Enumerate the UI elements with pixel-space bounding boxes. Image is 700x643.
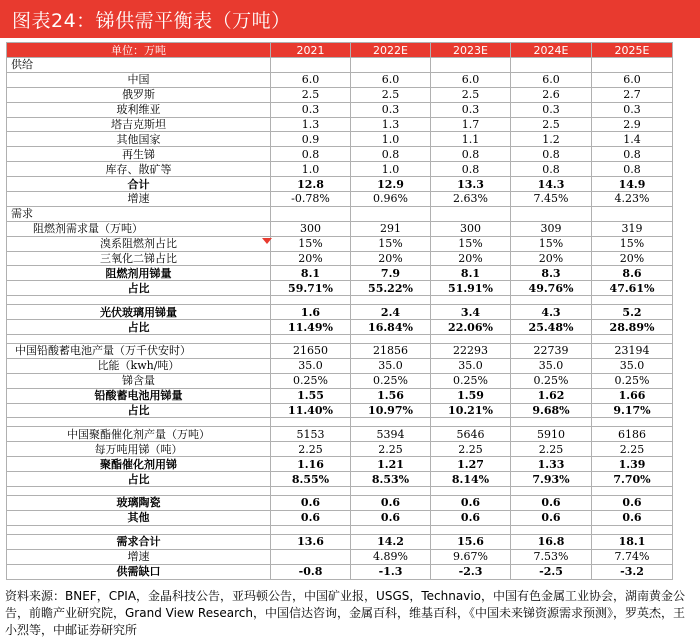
value-cell: 6.0	[431, 72, 511, 87]
value-cell: 13.3	[431, 177, 511, 192]
row-label: 占比	[7, 403, 271, 418]
value-cell: 7.53%	[511, 549, 592, 564]
table-row	[7, 442, 673, 457]
value-cell: 14.3	[511, 177, 592, 192]
value-cell: 20%	[431, 251, 511, 266]
value-cell: 9.68%	[511, 403, 592, 418]
value-cell: 1.66	[592, 388, 673, 403]
table-row	[7, 72, 673, 87]
value-cell: 21856	[351, 344, 431, 359]
empty-cell	[511, 206, 592, 221]
value-cell: 16.84%	[351, 320, 431, 335]
value-cell: 0.8	[511, 162, 592, 177]
table-row	[7, 320, 673, 335]
row-label: 玻璃陶瓷	[7, 496, 271, 511]
value-cell: 3.4	[431, 305, 511, 320]
value-cell: 309	[511, 221, 592, 236]
table-row	[7, 510, 673, 525]
row-label: 需求合计	[7, 534, 271, 549]
value-cell: 300	[431, 221, 511, 236]
value-cell: 8.55%	[271, 472, 351, 487]
row-label: 光伏玻璃用锑量	[7, 305, 271, 320]
empty-cell	[592, 335, 673, 344]
value-cell: 10.21%	[431, 403, 511, 418]
value-cell: 23194	[592, 344, 673, 359]
value-cell: -0.78%	[271, 192, 351, 207]
value-cell: 0.96%	[351, 192, 431, 207]
spacer-row	[7, 487, 673, 496]
value-cell: 7.70%	[592, 472, 673, 487]
value-cell: 0.6	[511, 496, 592, 511]
value-cell: 4.23%	[592, 192, 673, 207]
value-cell: 0.6	[271, 496, 351, 511]
value-cell: 15%	[511, 236, 592, 251]
value-cell: 15%	[351, 236, 431, 251]
row-label: 其他	[7, 510, 271, 525]
empty-cell	[592, 296, 673, 305]
spacer-row	[7, 335, 673, 344]
value-cell: 20%	[511, 251, 592, 266]
value-cell: 51.91%	[431, 281, 511, 296]
row-label: 供需缺口	[7, 564, 271, 579]
table-row	[7, 117, 673, 132]
table-row	[7, 373, 673, 388]
value-cell: -2.3	[431, 564, 511, 579]
value-cell: 0.3	[351, 102, 431, 117]
table-row	[7, 147, 673, 162]
table-row	[7, 496, 673, 511]
empty-cell	[351, 487, 431, 496]
empty-cell	[431, 487, 511, 496]
value-cell: 18.1	[592, 534, 673, 549]
value-cell: 2.7	[592, 87, 673, 102]
value-cell: 291	[351, 221, 431, 236]
value-cell: 8.1	[431, 266, 511, 281]
value-cell: 2.25	[271, 442, 351, 457]
value-cell: 6.0	[511, 72, 592, 87]
empty-cell	[271, 296, 351, 305]
figure-title: 图表24：锑供需平衡表（万吨）	[0, 0, 700, 38]
value-cell: 1.56	[351, 388, 431, 403]
value-cell: 15.6	[431, 534, 511, 549]
value-cell: 0.6	[271, 510, 351, 525]
value-cell: 300	[271, 221, 351, 236]
table-row	[7, 457, 673, 472]
value-cell: 0.3	[271, 102, 351, 117]
value-cell: 13.6	[271, 534, 351, 549]
value-cell: 1.7	[431, 117, 511, 132]
row-label: 中国聚酯催化剂产量（万吨）	[7, 427, 271, 442]
empty-cell	[431, 58, 511, 73]
value-cell: 6.0	[351, 72, 431, 87]
row-label: 中国铅酸蓄电池产量（万千伏安时）	[7, 344, 271, 359]
header-2022e: 2022E	[351, 43, 431, 58]
value-cell: 0.6	[351, 510, 431, 525]
table-row	[7, 564, 673, 579]
spacer-row	[7, 525, 673, 534]
table-row	[7, 358, 673, 373]
empty-cell	[7, 418, 271, 427]
empty-cell	[271, 418, 351, 427]
empty-cell	[7, 525, 271, 534]
table-body	[7, 58, 673, 580]
value-cell: 1.0	[351, 132, 431, 147]
value-cell: 15%	[592, 236, 673, 251]
value-cell: 11.40%	[271, 403, 351, 418]
value-cell: 1.16	[271, 457, 351, 472]
value-cell: 6.0	[592, 72, 673, 87]
antimony-balance-table	[6, 42, 673, 580]
row-label: 俄罗斯	[7, 87, 271, 102]
value-cell: 35.0	[592, 358, 673, 373]
value-cell: 12.9	[351, 177, 431, 192]
table-row	[7, 236, 673, 251]
value-cell: 20%	[271, 251, 351, 266]
header-2023e: 2023E	[431, 43, 511, 58]
value-cell: 1.3	[351, 117, 431, 132]
value-cell: 2.9	[592, 117, 673, 132]
empty-cell	[431, 296, 511, 305]
value-cell: 1.0	[271, 162, 351, 177]
value-cell: 20%	[592, 251, 673, 266]
row-label: 合计	[7, 177, 271, 192]
value-cell: 1.39	[592, 457, 673, 472]
empty-cell	[511, 296, 592, 305]
value-cell: -2.5	[511, 564, 592, 579]
header-2025e: 2025E	[592, 43, 673, 58]
value-cell: 5646	[431, 427, 511, 442]
row-label: 占比	[7, 472, 271, 487]
table-row	[7, 305, 673, 320]
value-cell: 0.6	[431, 496, 511, 511]
row-label: 玻利维亚	[7, 102, 271, 117]
value-cell: 8.6	[592, 266, 673, 281]
value-cell: 2.5	[351, 87, 431, 102]
empty-cell	[351, 58, 431, 73]
value-cell: 35.0	[511, 358, 592, 373]
empty-cell	[592, 206, 673, 221]
value-cell: 1.6	[271, 305, 351, 320]
value-cell: 2.25	[511, 442, 592, 457]
value-cell: 0.25%	[271, 373, 351, 388]
red-marker-triangle	[262, 238, 272, 244]
empty-cell	[431, 525, 511, 534]
value-cell: 14.9	[592, 177, 673, 192]
value-cell: 15%	[431, 236, 511, 251]
value-cell: 2.5	[431, 87, 511, 102]
section-row	[7, 58, 673, 73]
value-cell: 1.33	[511, 457, 592, 472]
value-cell: 0.3	[511, 102, 592, 117]
row-label: 库存、散矿等	[7, 162, 271, 177]
value-cell: -0.8	[271, 564, 351, 579]
table-row	[7, 87, 673, 102]
value-cell: 1.27	[431, 457, 511, 472]
value-cell: 5153	[271, 427, 351, 442]
empty-cell	[7, 296, 271, 305]
table-row	[7, 549, 673, 564]
value-cell: 5910	[511, 427, 592, 442]
value-cell: 9.17%	[592, 403, 673, 418]
empty-cell	[592, 487, 673, 496]
spacer-row	[7, 296, 673, 305]
empty-cell	[351, 296, 431, 305]
value-cell: 1.4	[592, 132, 673, 147]
table-row	[7, 281, 673, 296]
table-row	[7, 266, 673, 281]
empty-cell	[351, 206, 431, 221]
row-label: 塔吉克斯坦	[7, 117, 271, 132]
value-cell: 49.76%	[511, 281, 592, 296]
row-label: 聚酯催化剂用锑	[7, 457, 271, 472]
value-cell: 0.8	[431, 162, 511, 177]
value-cell: 0.6	[351, 496, 431, 511]
row-label: 增速	[7, 192, 271, 207]
spacer-row	[7, 418, 673, 427]
value-cell: -3.2	[592, 564, 673, 579]
value-cell: 25.48%	[511, 320, 592, 335]
empty-cell	[592, 525, 673, 534]
value-cell: 0.9	[271, 132, 351, 147]
value-cell: 0.3	[431, 102, 511, 117]
value-cell: 7.74%	[592, 549, 673, 564]
value-cell: 20%	[351, 251, 431, 266]
section-row	[7, 206, 673, 221]
empty-cell	[351, 418, 431, 427]
table-row	[7, 132, 673, 147]
empty-cell	[511, 335, 592, 344]
header-2021: 2021	[271, 43, 351, 58]
row-label: 阻燃剂需求量（万吨）	[7, 221, 271, 236]
value-cell: 8.1	[271, 266, 351, 281]
empty-cell	[511, 487, 592, 496]
empty-cell	[511, 58, 592, 73]
empty-cell	[592, 418, 673, 427]
table-row	[7, 427, 673, 442]
empty-cell	[351, 525, 431, 534]
row-label: 中国	[7, 72, 271, 87]
value-cell: 1.1	[431, 132, 511, 147]
table-row	[7, 388, 673, 403]
balance-table-container	[6, 42, 672, 580]
table-header-row	[7, 43, 673, 58]
row-label: 三氧化二锑占比	[7, 251, 271, 266]
value-cell: 7.45%	[511, 192, 592, 207]
table-row	[7, 534, 673, 549]
value-cell: 8.3	[511, 266, 592, 281]
value-cell: 7.93%	[511, 472, 592, 487]
table-row	[7, 192, 673, 207]
value-cell: 11.49%	[271, 320, 351, 335]
empty-cell	[271, 335, 351, 344]
section-label: 供给	[7, 58, 271, 73]
empty-cell	[431, 418, 511, 427]
value-cell: 12.8	[271, 177, 351, 192]
row-label: 其他国家	[7, 132, 271, 147]
value-cell: 35.0	[351, 358, 431, 373]
value-cell: 2.25	[431, 442, 511, 457]
empty-cell	[271, 525, 351, 534]
value-cell: 22739	[511, 344, 592, 359]
value-cell: 0.6	[431, 510, 511, 525]
header-2024e: 2024E	[511, 43, 592, 58]
value-cell: 319	[592, 221, 673, 236]
value-cell: 1.55	[271, 388, 351, 403]
value-cell: 1.0	[351, 162, 431, 177]
table-row	[7, 344, 673, 359]
value-cell: 2.4	[351, 305, 431, 320]
value-cell: 4.3	[511, 305, 592, 320]
row-label: 锑含量	[7, 373, 271, 388]
table-row	[7, 102, 673, 117]
value-cell: 2.5	[271, 87, 351, 102]
value-cell: 0.8	[271, 147, 351, 162]
empty-cell	[271, 487, 351, 496]
value-cell: 47.61%	[592, 281, 673, 296]
value-cell: 35.0	[271, 358, 351, 373]
value-cell: 28.89%	[592, 320, 673, 335]
empty-cell	[431, 335, 511, 344]
value-cell: 1.3	[271, 117, 351, 132]
value-cell: 6186	[592, 427, 673, 442]
value-cell: 2.25	[351, 442, 431, 457]
value-cell: 0.25%	[511, 373, 592, 388]
row-label: 占比	[7, 320, 271, 335]
value-cell: 0.25%	[592, 373, 673, 388]
empty-cell	[592, 58, 673, 73]
value-cell: 1.62	[511, 388, 592, 403]
value-cell: 6.0	[271, 72, 351, 87]
table-row	[7, 251, 673, 266]
value-cell: 9.67%	[431, 549, 511, 564]
value-cell: 15%	[271, 236, 351, 251]
value-cell: 7.9	[351, 266, 431, 281]
row-label: 比能（kwh/吨）	[7, 358, 271, 373]
value-cell: 0.8	[351, 147, 431, 162]
value-cell: 0.3	[592, 102, 673, 117]
value-cell: 1.2	[511, 132, 592, 147]
row-label: 占比	[7, 281, 271, 296]
table-row	[7, 221, 673, 236]
table-row	[7, 177, 673, 192]
value-cell: 16.8	[511, 534, 592, 549]
empty-cell	[351, 335, 431, 344]
value-cell: 8.53%	[351, 472, 431, 487]
row-label: 每万吨用锑（吨）	[7, 442, 271, 457]
row-label: 溴系阻燃剂占比	[7, 236, 271, 251]
value-cell: 0.8	[592, 162, 673, 177]
value-cell: 2.63%	[431, 192, 511, 207]
value-cell: 1.59	[431, 388, 511, 403]
empty-cell	[511, 418, 592, 427]
header-unit: 单位：万吨	[7, 43, 271, 58]
empty-cell	[271, 58, 351, 73]
value-cell: 0.25%	[431, 373, 511, 388]
value-cell: 2.25	[592, 442, 673, 457]
value-cell: 0.8	[592, 147, 673, 162]
row-label: 阻燃剂用锑量	[7, 266, 271, 281]
value-cell: 0.25%	[351, 373, 431, 388]
section-label: 需求	[7, 206, 271, 221]
value-cell: 22293	[431, 344, 511, 359]
value-cell: 22.06%	[431, 320, 511, 335]
table-row	[7, 472, 673, 487]
row-label: 增速	[7, 549, 271, 564]
table-row	[7, 403, 673, 418]
value-cell: 55.22%	[351, 281, 431, 296]
value-cell: 0.6	[592, 496, 673, 511]
value-cell: 0.6	[592, 510, 673, 525]
empty-cell	[7, 487, 271, 496]
value-cell: 2.6	[511, 87, 592, 102]
row-label: 再生锑	[7, 147, 271, 162]
value-cell: 35.0	[431, 358, 511, 373]
empty-cell	[271, 206, 351, 221]
value-cell: 1.21	[351, 457, 431, 472]
source-note: 资料来源：BNEF，CPIA，金晶科技公告，亚玛顿公告，中国矿业报，USGS，Technavio，中国有色金属工业协会，湖南黄金公告，前瞻产业研究院，Grand View Research，中国信达咨询，金属百科，维基百科，《中国未来锑资源需求预测》，罗英杰，王小烈等，中邮证券研究所	[5, 589, 685, 637]
value-cell: 14.2	[351, 534, 431, 549]
empty-cell	[431, 206, 511, 221]
value-cell: 2.5	[511, 117, 592, 132]
value-cell: 0.6	[511, 510, 592, 525]
empty-cell	[511, 525, 592, 534]
value-cell: 8.14%	[431, 472, 511, 487]
table-row	[7, 162, 673, 177]
value-cell: 59.71%	[271, 281, 351, 296]
value-cell: 21650	[271, 344, 351, 359]
value-cell: 5394	[351, 427, 431, 442]
value-cell: 5.2	[592, 305, 673, 320]
value-cell: 0.8	[511, 147, 592, 162]
value-cell: 0.8	[431, 147, 511, 162]
value-cell: 4.89%	[351, 549, 431, 564]
row-label: 铅酸蓄电池用锑量	[7, 388, 271, 403]
empty-cell	[7, 335, 271, 344]
value-cell: 10.97%	[351, 403, 431, 418]
value-cell: -1.3	[351, 564, 431, 579]
value-cell	[271, 549, 351, 564]
